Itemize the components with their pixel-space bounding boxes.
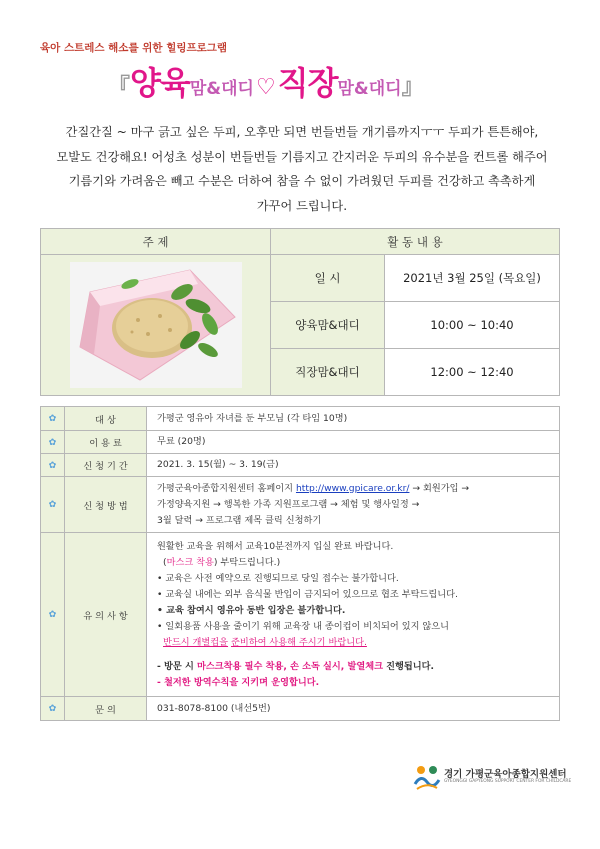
flower-icon: ✿ [41,454,65,477]
intro-line: 간질간질 ~ 마구 긁고 싶은 두피, 오후만 되면 번들번들 개기름까지ㅜㅜ 두피가 튼튼해야, [65,125,539,139]
fee-label: 이 용 료 [65,431,147,454]
program-title [108,58,488,106]
schedule-label-parenting: 양육맘&대디 [271,302,385,349]
flower-icon: ✿ [41,407,65,431]
flower-icon: ✿ [41,431,65,454]
flower-icon: ✿ [41,697,65,721]
quarantine-text: 마스크착용 필수 착용, 손 소독 실시, 발열체크 [197,660,383,672]
note-text: 진행됩니다. [382,660,435,672]
note-item: 원활한 교육을 위해서 교육10분전까지 입실 완료 바랍니다. [157,540,394,552]
method-line-1 [157,481,549,497]
note-text: - 방문 시 [157,660,198,672]
schedule-label-date: 일 시 [271,255,385,302]
target-value: 가평군 영유아 자녀를 둔 부모님 (각 타임 10명) [147,407,560,431]
header-subject: 주 제 [41,229,271,255]
scalp-soap-photo [70,262,242,388]
schedule-value-parenting: 10:00 ~ 10:40 [385,302,560,349]
schedule-value-working: 12:00 ~ 12:40 [385,349,560,396]
homepage-link[interactable]: http://www.gpicare.or.kr/ [295,482,410,494]
schedule-label-working: 직장맘&대디 [271,349,385,396]
intro-line: 모발도 건강해요! 어성초 성분이 번들번들 기름지고 간지러운 두피의 유수분을 컨트롤 해주어 [56,149,548,164]
intro-paragraph [44,120,560,218]
notes-label: 유 의 사 항 [65,533,147,697]
method-text: 가평군육아종합지원센터 홈페이지 [157,482,294,494]
logo-subtitle: GYEONGGI GAPYEONG SUPPORT CENTER FOR CHILDCARE [444,779,572,784]
method-label: 신 청 방 법 [65,477,147,533]
title-close-bracket: 』 [401,75,424,100]
note-item [157,555,549,571]
title-word-parenting: 양육 [130,64,190,102]
note-spacer [157,651,549,659]
contact-value: 031-8078-8100 (내선5번) [147,697,560,721]
note-item: • 일회용품 사용을 줄이기 위해 교육장 내 종이컵이 비치되어 있지 않으니 [157,620,450,632]
schedule-value-date: 2021년 3월 25일 (목요일) [385,255,560,302]
mask-text: 마스크 착용 [166,556,214,568]
header-activity: 활 동 내 용 [271,229,560,255]
note-paren: ) [213,556,218,568]
flower-icon: ✿ [41,477,65,533]
title-word-work: 직장 [277,64,338,102]
note-item: • 교육 참여시 영유아 동반 입장은 불가합니다. [157,604,346,616]
title-mom-dad-2: 맘&대디 [337,79,402,99]
soap-illustration [70,262,242,388]
method-text: → 회원가입 → [412,482,470,494]
center-logo [412,762,572,794]
title-mom-dad-1: 맘&대디 [189,79,254,99]
note-item [157,635,549,651]
intro-line: 가꾸어 드립니다. [256,198,348,213]
method-line-2: 가정양육지원 → 행복한 가족 지원프로그램 → 체험 및 행사일정 → [157,498,420,510]
notes-value [147,533,560,697]
logo-icon [412,762,442,792]
period-value: 2021. 3. 15(월) ~ 3. 19(금) [147,454,560,477]
note-item [157,659,549,675]
note-item: • 교육은 사전 예약으로 진행되므로 당일 접수는 불가합니다. [157,572,399,584]
program-subtitle: 육아 스트레스 해소를 위한 힐링프로그램 [40,42,228,54]
title-open-bracket: 『 [108,75,131,100]
note-paren: ( [163,556,167,568]
flower-icon: ✿ [41,533,65,697]
intro-line: 기름기와 가려움은 빼고 수분은 더하여 참을 수 없이 가려웠던 두피를 건강하고 촉촉하게 [68,174,536,188]
target-label: 대 상 [65,407,147,431]
logo-name: 경기 가평군육아종합지원센터 [444,769,567,780]
schedule-table [40,228,560,396]
cup-text: 반드시 개별컵을 [163,636,229,648]
fee-value: 무료 (20명) [147,431,560,454]
period-label: 신 청 기 간 [65,454,147,477]
cup-text: 준비하여 사용해 주시기 바랍니다. [230,636,367,648]
method-line-3: 3월 달력 → 프로그램 제목 클릭 신청하기 [157,514,322,526]
note-text: 부탁드립니다.) [217,556,281,568]
heart-icon: ♡ [255,75,276,100]
info-table [40,406,560,721]
note-item: - 철저한 방역수칙을 지키며 운영합니다. [157,676,320,688]
subject-image-cell [41,255,271,396]
note-item: • 교육실 내에는 외부 음식물 반입이 금지되어 있으므로 협조 부탁드립니다. [157,588,458,600]
method-value [147,477,560,533]
contact-label: 문 의 [65,697,147,721]
